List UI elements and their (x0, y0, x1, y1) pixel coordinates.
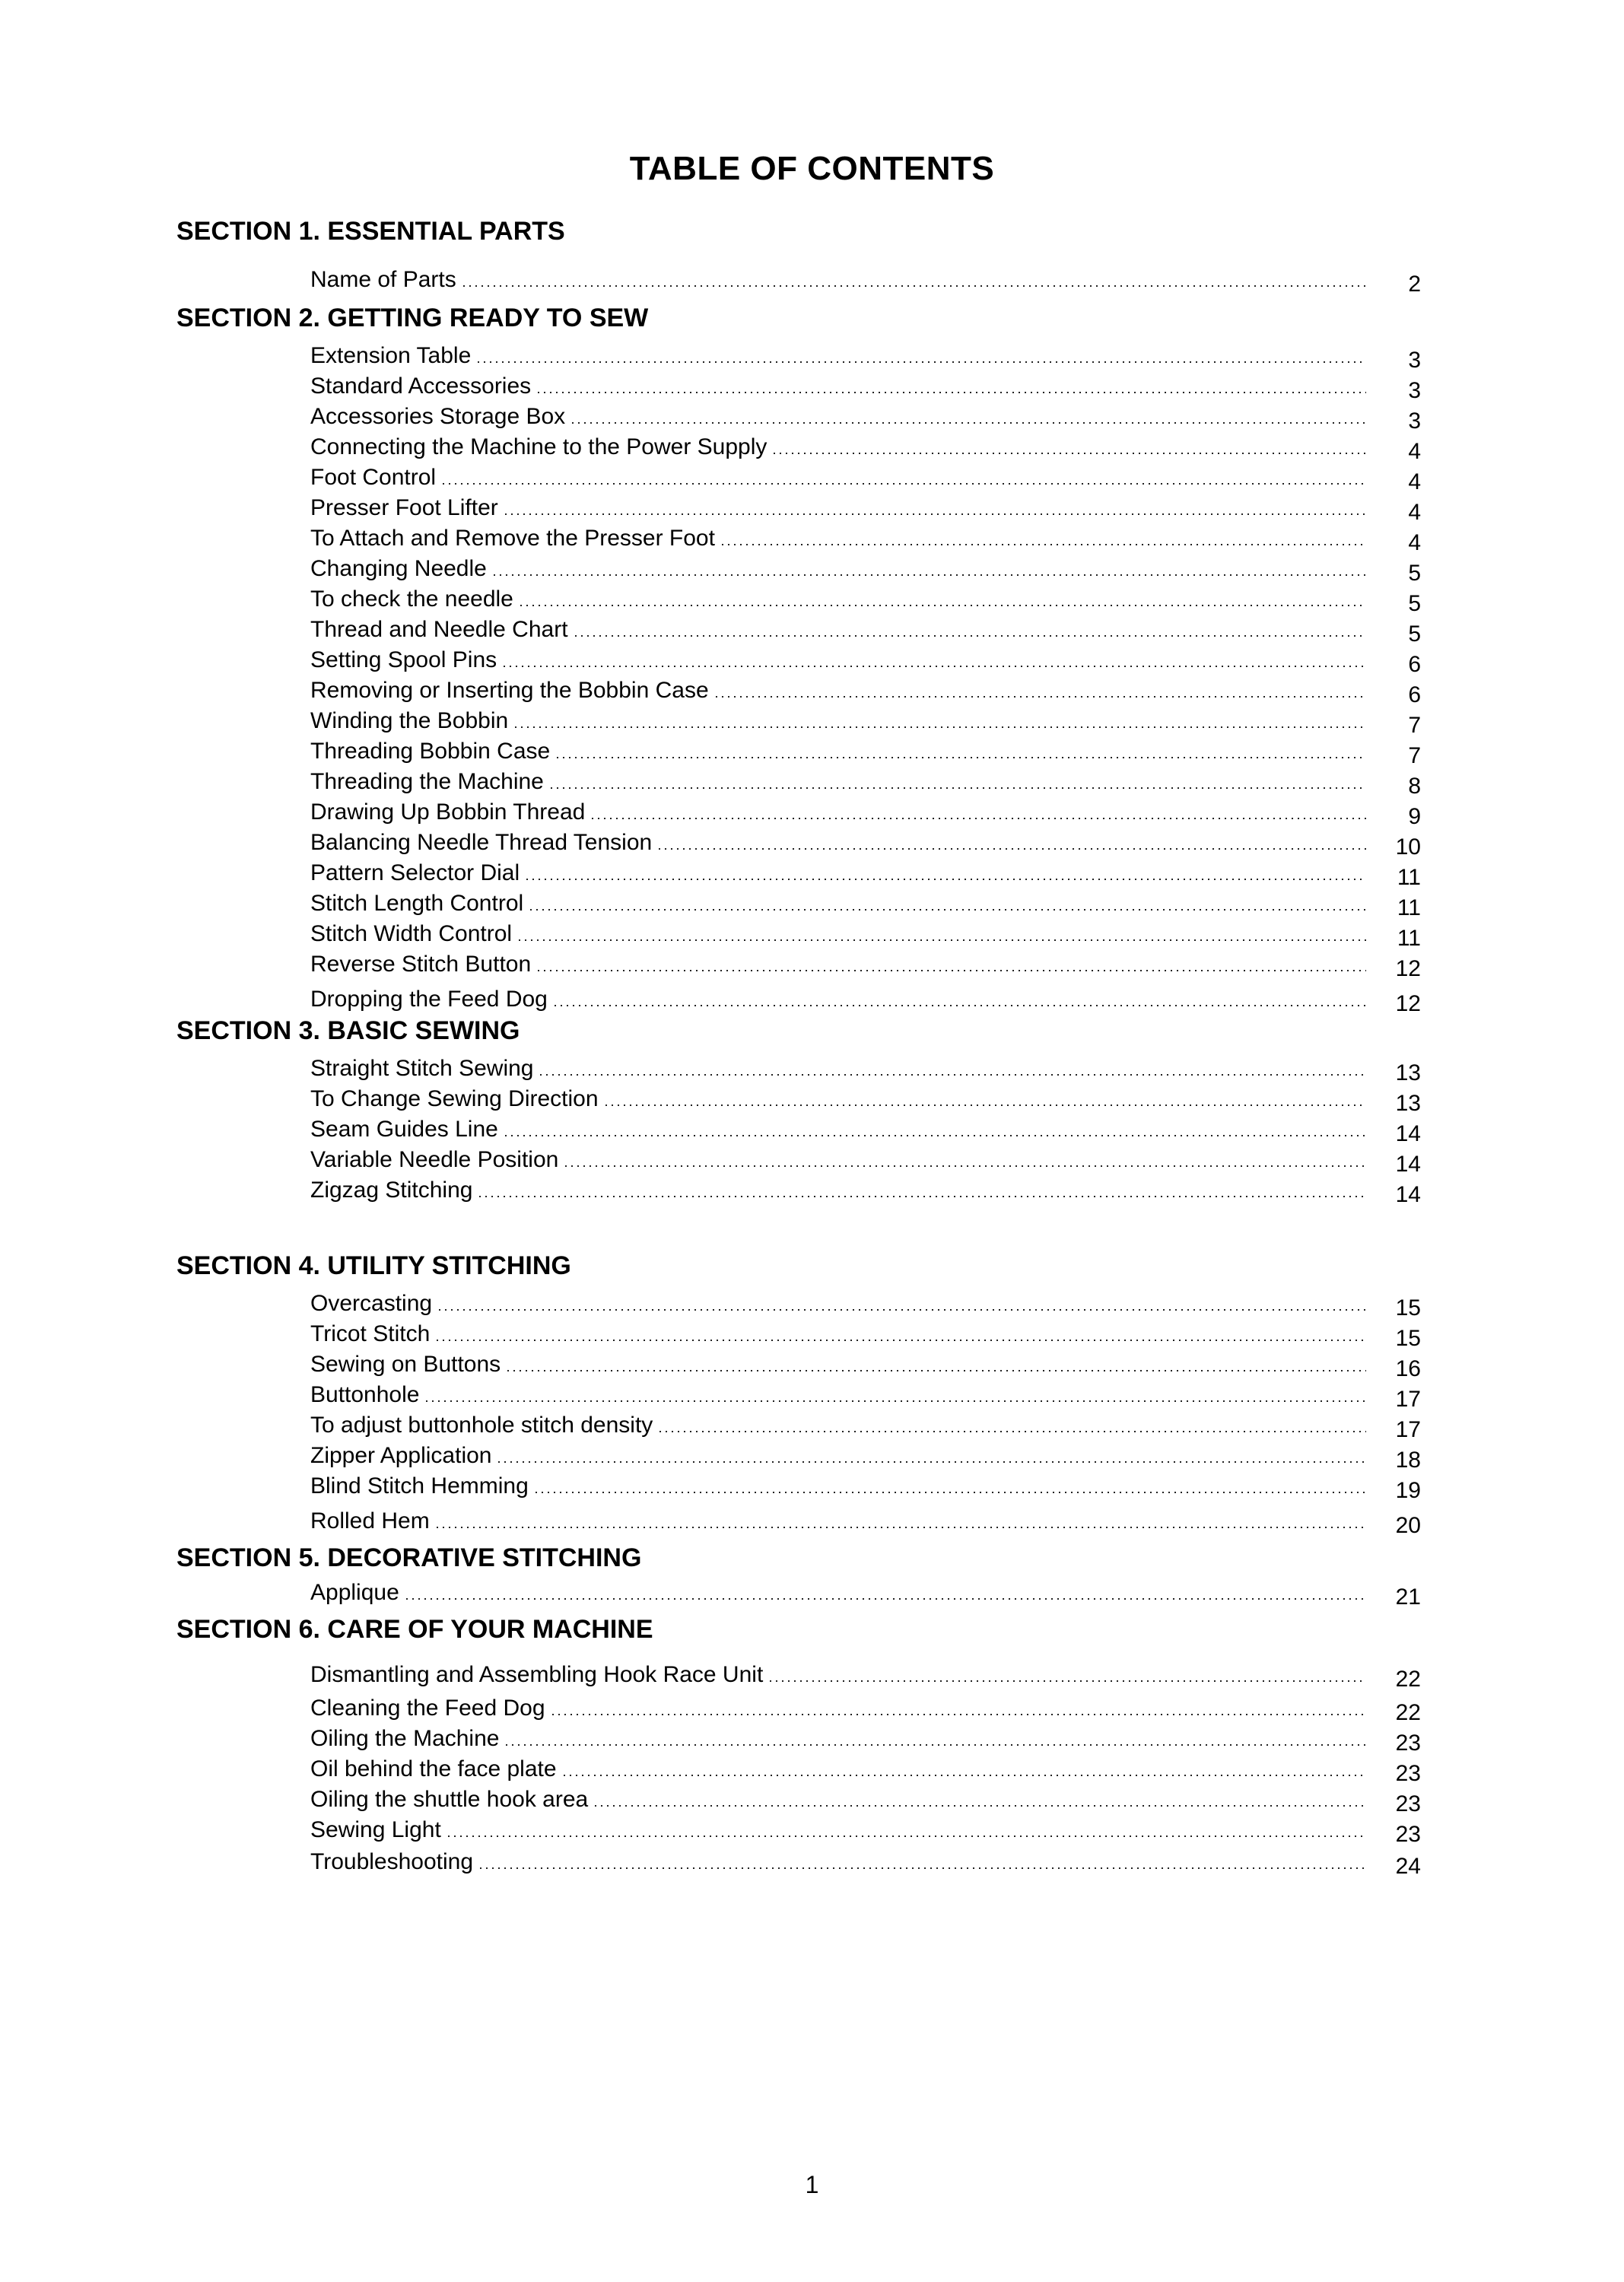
entry-title: Tricot Stitch (310, 1321, 431, 1346)
entry-page-number: 20 (1395, 1513, 1421, 1538)
dot-leader (536, 969, 1366, 972)
toc-entry[interactable] (310, 370, 1421, 403)
entry-title: Rolled Hem (310, 1508, 430, 1534)
entry-page-number: 22 (1395, 1700, 1421, 1725)
entry-page-number: 13 (1395, 1060, 1421, 1085)
dot-leader (516, 939, 1366, 942)
section-heading-2: SECTION 2. GETTING READY TO SEW (176, 304, 649, 332)
section-heading-5: SECTION 5. DECORATIVE STITCHING (176, 1543, 642, 1572)
toc-entry[interactable] (310, 917, 1421, 951)
entry-page-number: 14 (1395, 1182, 1421, 1207)
entry-page-number: 23 (1395, 1822, 1421, 1847)
entry-title: Changing Needle (310, 556, 487, 581)
entry-page-number: 12 (1395, 956, 1421, 981)
dot-leader (563, 1165, 1366, 1168)
entry-title: Sewing Light (310, 1817, 441, 1842)
toc-entry[interactable] (310, 1409, 1421, 1442)
entry-page-number: 15 (1395, 1326, 1421, 1351)
toc-entry[interactable] (310, 1845, 1421, 1879)
entry-title: Foot Control (310, 465, 437, 490)
dot-leader (570, 421, 1366, 424)
entry-title: Name of Parts (310, 267, 456, 292)
entry-page-number: 18 (1395, 1448, 1421, 1473)
entry-title: Oil behind the face plate (310, 1756, 557, 1781)
entry-title: Stitch Length Control (310, 891, 524, 916)
entry-page-number: 11 (1397, 895, 1421, 920)
entry-title: To Change Sewing Direction (310, 1086, 599, 1111)
toc-entry[interactable] (310, 1348, 1421, 1381)
entry-title: Buttonhole (310, 1382, 420, 1407)
dot-leader (461, 284, 1366, 288)
entry-title: Connecting the Machine to the Power Supply (310, 434, 768, 459)
entry-title: To check the needle (310, 586, 513, 612)
entry-page-number: 17 (1395, 1417, 1421, 1442)
entry-page-number: 7 (1408, 743, 1421, 768)
toc-entry[interactable] (310, 735, 1421, 768)
entry-title: Extension Table (310, 343, 472, 368)
entry-page-number: 4 (1408, 530, 1421, 555)
entry-title: To adjust buttonhole stitch density (310, 1413, 653, 1438)
toc-entry[interactable] (310, 431, 1421, 464)
dot-leader (555, 756, 1366, 759)
dot-leader (478, 1867, 1366, 1870)
dot-leader (536, 391, 1366, 394)
dot-leader (573, 634, 1366, 637)
toc-entry[interactable] (310, 983, 1421, 1016)
toc-entry[interactable] (310, 613, 1421, 647)
entry-page-number: 24 (1395, 1854, 1421, 1879)
entry-title: Dropping the Feed Dog (310, 987, 548, 1012)
dot-leader (475, 361, 1366, 364)
toc-entry[interactable] (310, 583, 1421, 616)
entry-page-number: 2 (1408, 272, 1421, 297)
toc-entry[interactable] (310, 826, 1421, 860)
section-heading-1: SECTION 1. ESSENTIAL PARTS (176, 217, 565, 246)
entry-page-number: 3 (1408, 378, 1421, 403)
toc-entry[interactable] (310, 461, 1421, 494)
entry-page-number: 11 (1397, 865, 1421, 890)
dot-leader (505, 1369, 1366, 1372)
dot-leader (552, 1004, 1366, 1007)
toc-entry[interactable] (310, 1692, 1421, 1725)
dot-leader (434, 1339, 1366, 1342)
entry-page-number: 21 (1395, 1584, 1421, 1610)
dot-leader (437, 1308, 1366, 1311)
dot-leader (657, 1430, 1366, 1433)
entry-title: Accessories Storage Box (310, 404, 566, 429)
entry-title: Cleaning the Feed Dog (310, 1696, 545, 1721)
dot-leader (501, 665, 1366, 668)
entry-title: Seam Guides Line (310, 1117, 498, 1142)
toc-entry[interactable] (310, 1576, 1421, 1610)
entry-page-number: 16 (1395, 1356, 1421, 1381)
entry-page-number: 4 (1408, 500, 1421, 525)
entry-page-number: 6 (1408, 652, 1421, 677)
toc-entry[interactable] (310, 1783, 1421, 1816)
entry-page-number: 10 (1395, 834, 1421, 860)
toc-entry[interactable] (310, 1813, 1421, 1847)
dot-leader (504, 1743, 1366, 1746)
toc-entry[interactable] (310, 1470, 1421, 1503)
toc-entry[interactable] (310, 1658, 1421, 1692)
entry-page-number: 6 (1408, 682, 1421, 707)
toc-entry[interactable] (310, 887, 1421, 920)
section-heading-4: SECTION 4. UTILITY STITCHING (176, 1251, 571, 1280)
dot-leader (561, 1774, 1366, 1777)
entry-page-number: 13 (1395, 1091, 1421, 1116)
dot-leader (603, 1104, 1366, 1107)
entry-title: Zigzag Stitching (310, 1178, 473, 1203)
dot-leader (720, 543, 1366, 546)
entry-page-number: 5 (1408, 621, 1421, 647)
entry-page-number: 12 (1395, 991, 1421, 1016)
entry-title: Removing or Inserting the Bobbin Case (310, 678, 709, 703)
dot-leader (533, 1491, 1366, 1494)
entry-page-number: 23 (1395, 1761, 1421, 1786)
dot-leader (593, 1804, 1366, 1807)
toc-entry[interactable] (310, 1753, 1421, 1786)
entry-page-number: 3 (1408, 408, 1421, 434)
entry-title: Troubleshooting (310, 1849, 474, 1874)
dot-leader (524, 878, 1366, 881)
entry-title: Threading Bobbin Case (310, 739, 551, 764)
entry-title: Zipper Application (310, 1443, 492, 1468)
dot-leader (477, 1195, 1366, 1198)
entry-page-number: 17 (1395, 1387, 1421, 1412)
dot-leader (491, 574, 1366, 577)
entry-page-number: 14 (1395, 1121, 1421, 1146)
entry-title: Dismantling and Assembling Hook Race Unit (310, 1662, 764, 1687)
entry-title: Oiling the Machine (310, 1726, 500, 1751)
dot-leader (528, 908, 1366, 911)
entry-title: Oiling the shuttle hook area (310, 1787, 589, 1812)
dot-leader (424, 1400, 1366, 1403)
dot-leader (656, 847, 1366, 850)
dot-leader (548, 787, 1366, 790)
toc-entry[interactable] (310, 339, 1421, 373)
entry-page-number: 3 (1408, 348, 1421, 373)
toc-entry[interactable] (310, 1317, 1421, 1351)
toc-entry[interactable] (310, 1082, 1421, 1116)
toc-entry[interactable] (310, 522, 1421, 555)
toc-entry[interactable] (310, 765, 1421, 799)
toc-entry[interactable] (310, 552, 1421, 586)
page-title: TABLE OF CONTENTS (629, 150, 995, 187)
dot-leader (590, 817, 1366, 820)
toc-entry[interactable] (310, 1505, 1421, 1538)
dot-leader (518, 604, 1366, 607)
dot-leader (446, 1835, 1366, 1838)
entry-page-number: 4 (1408, 469, 1421, 494)
toc-entry[interactable] (310, 857, 1421, 890)
entry-title: Pattern Selector Dial (310, 860, 520, 885)
toc-entry[interactable] (310, 704, 1421, 738)
entry-title: Applique (310, 1580, 399, 1605)
entry-title: Blind Stitch Hemming (310, 1473, 529, 1499)
entry-page-number: 5 (1408, 591, 1421, 616)
entry-title: Balancing Needle Thread Tension (310, 830, 653, 855)
dot-leader (434, 1526, 1366, 1529)
dot-leader (771, 452, 1366, 455)
entry-page-number: 19 (1395, 1478, 1421, 1503)
toc-entry[interactable] (310, 796, 1421, 829)
section-heading-3: SECTION 3. BASIC SEWING (176, 1016, 520, 1045)
entry-page-number: 14 (1395, 1152, 1421, 1177)
toc-entry[interactable] (310, 491, 1421, 525)
toc-entry[interactable] (310, 1143, 1421, 1177)
toc-entry[interactable] (310, 263, 1421, 297)
dot-leader (713, 695, 1366, 698)
toc-entry[interactable] (310, 948, 1421, 981)
entry-title: Standard Accessories (310, 373, 532, 399)
toc-entry[interactable] (310, 1378, 1421, 1412)
entry-title: Winding the Bobbin (310, 708, 509, 733)
toc-entry[interactable] (310, 1113, 1421, 1146)
dot-leader (513, 726, 1366, 729)
entry-title: Threading the Machine (310, 769, 544, 794)
entry-page-number: 23 (1395, 1791, 1421, 1816)
toc-entry[interactable] (310, 1287, 1421, 1321)
dot-leader (550, 1713, 1366, 1716)
entry-title: Drawing Up Bobbin Thread (310, 799, 586, 825)
dot-leader (440, 482, 1366, 485)
entry-title: Setting Spool Pins (310, 647, 497, 672)
entry-page-number: 23 (1395, 1731, 1421, 1756)
entry-page-number: 11 (1397, 926, 1421, 951)
dot-leader (404, 1597, 1366, 1600)
entry-title: Variable Needle Position (310, 1147, 559, 1172)
dot-leader (538, 1073, 1366, 1076)
entry-page-number: 9 (1408, 804, 1421, 829)
toc-entry[interactable] (310, 400, 1421, 434)
entry-page-number: 8 (1408, 774, 1421, 799)
entry-title: To Attach and Remove the Presser Foot (310, 526, 715, 551)
entry-title: Straight Stitch Sewing (310, 1056, 534, 1081)
entry-page-number: 7 (1408, 713, 1421, 738)
entry-title: Overcasting (310, 1291, 433, 1316)
entry-title: Stitch Width Control (310, 921, 513, 946)
entry-page-number: 5 (1408, 561, 1421, 586)
dot-leader (503, 1134, 1366, 1137)
toc-entry[interactable] (310, 644, 1421, 677)
section-heading-6: SECTION 6. CARE OF YOUR MACHINE (176, 1615, 653, 1644)
page-number: 1 (805, 2171, 819, 2198)
dot-leader (503, 513, 1366, 516)
entry-page-number: 4 (1408, 439, 1421, 464)
toc-entry[interactable] (310, 1722, 1421, 1756)
entry-title: Presser Foot Lifter (310, 495, 498, 520)
toc-entry[interactable] (310, 1052, 1421, 1085)
toc-entry[interactable] (310, 1174, 1421, 1207)
entry-title: Thread and Needle Chart (310, 617, 568, 642)
dot-leader (496, 1460, 1366, 1464)
toc-entry[interactable] (310, 674, 1421, 707)
toc-entry[interactable] (310, 1439, 1421, 1473)
entry-title: Reverse Stitch Button (310, 952, 532, 977)
entry-page-number: 15 (1395, 1295, 1421, 1321)
entry-title: Sewing on Buttons (310, 1352, 501, 1377)
entry-page-number: 22 (1395, 1667, 1421, 1692)
dot-leader (768, 1680, 1366, 1683)
